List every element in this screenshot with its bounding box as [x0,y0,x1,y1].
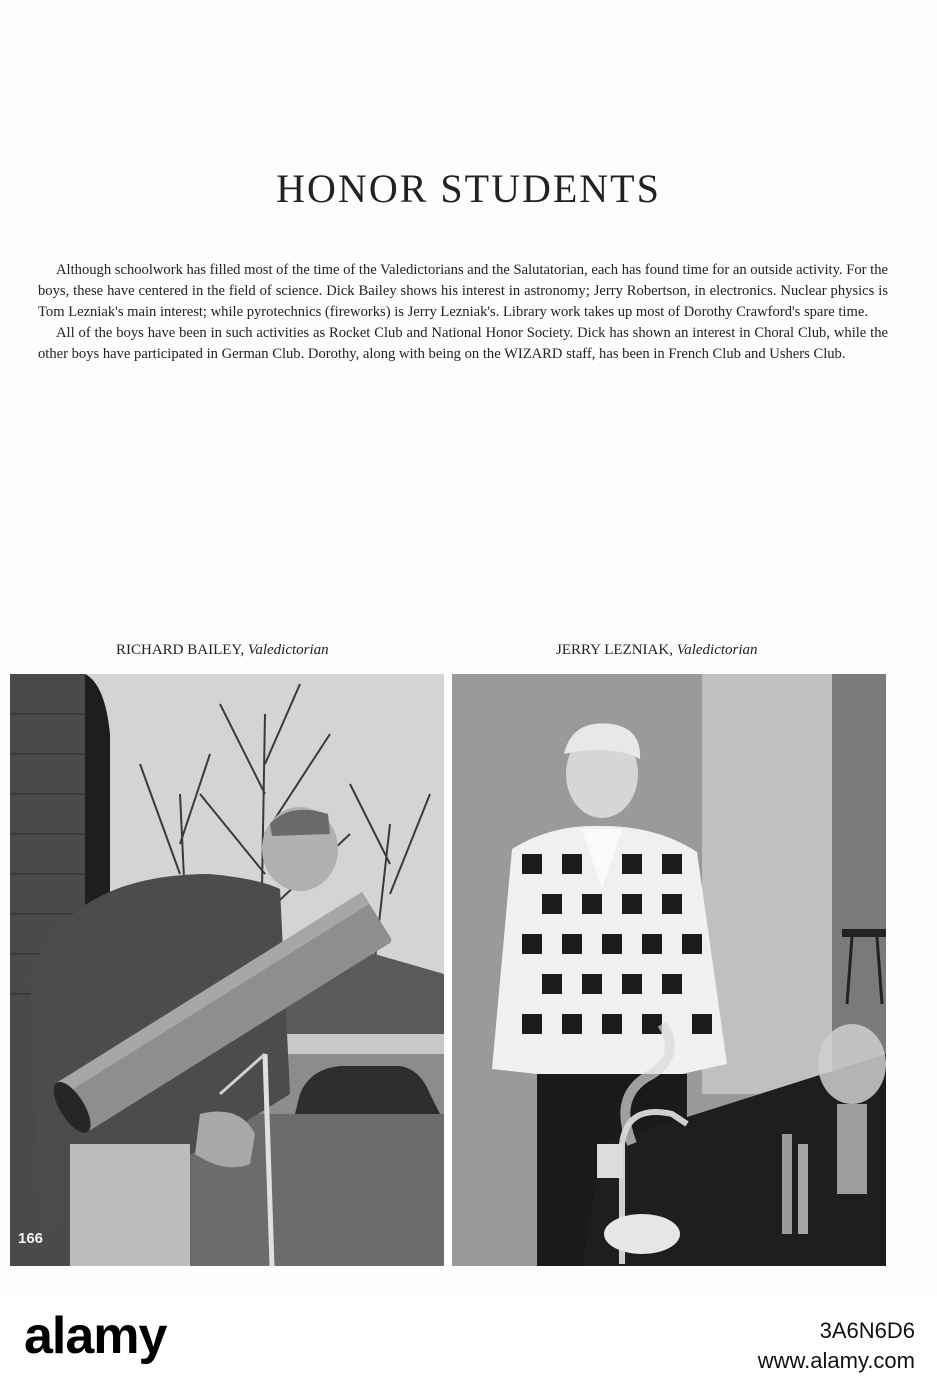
watermark-url: www.alamy.com [757,1348,915,1373]
paragraph-2: All of the boys have been in such activities as Rocket Club and National Honor Society. Dick has shown an interest in Choral Club, while the other boys have participated in German Club. Dorothy, along with being on the WIZARD staff, has been in French Club and Ushers Club. [38,325,888,362]
caption-richard-bailey [116,642,329,659]
caption-role: Valedictorian [676,642,758,658]
image-code: 3A6N6D6 [819,1318,915,1343]
caption-name: JERRY LEZNIAK, [556,642,673,658]
body-text [38,260,888,365]
page-title: HONOR STUDENTS [276,165,661,211]
page-number: 166 [18,1230,44,1247]
caption-name: RICHARD BAILEY, [116,642,245,658]
paragraph-1: Although schoolwork has filled most of the time of the Valedictorians and the Salutatorian, each has found time for an outside activity. For the boys, these have centered in the field of science. Dick Bailey shows his interest in astronomy; Jerry Robertson, in electronics. Nuclear physics is Tom Lezniak's main interest; while pyrotechnics (fireworks) is Jerry Lezniak's. Library work takes up most of Dorothy Crawford's spare time. [38,262,888,320]
photo-telescope [10,674,444,1266]
alamy-logo: alamy [24,1307,167,1365]
photo-lab [452,674,886,1266]
caption-jerry-lezniak [556,642,758,659]
caption-role: Valedictorian [247,642,329,658]
